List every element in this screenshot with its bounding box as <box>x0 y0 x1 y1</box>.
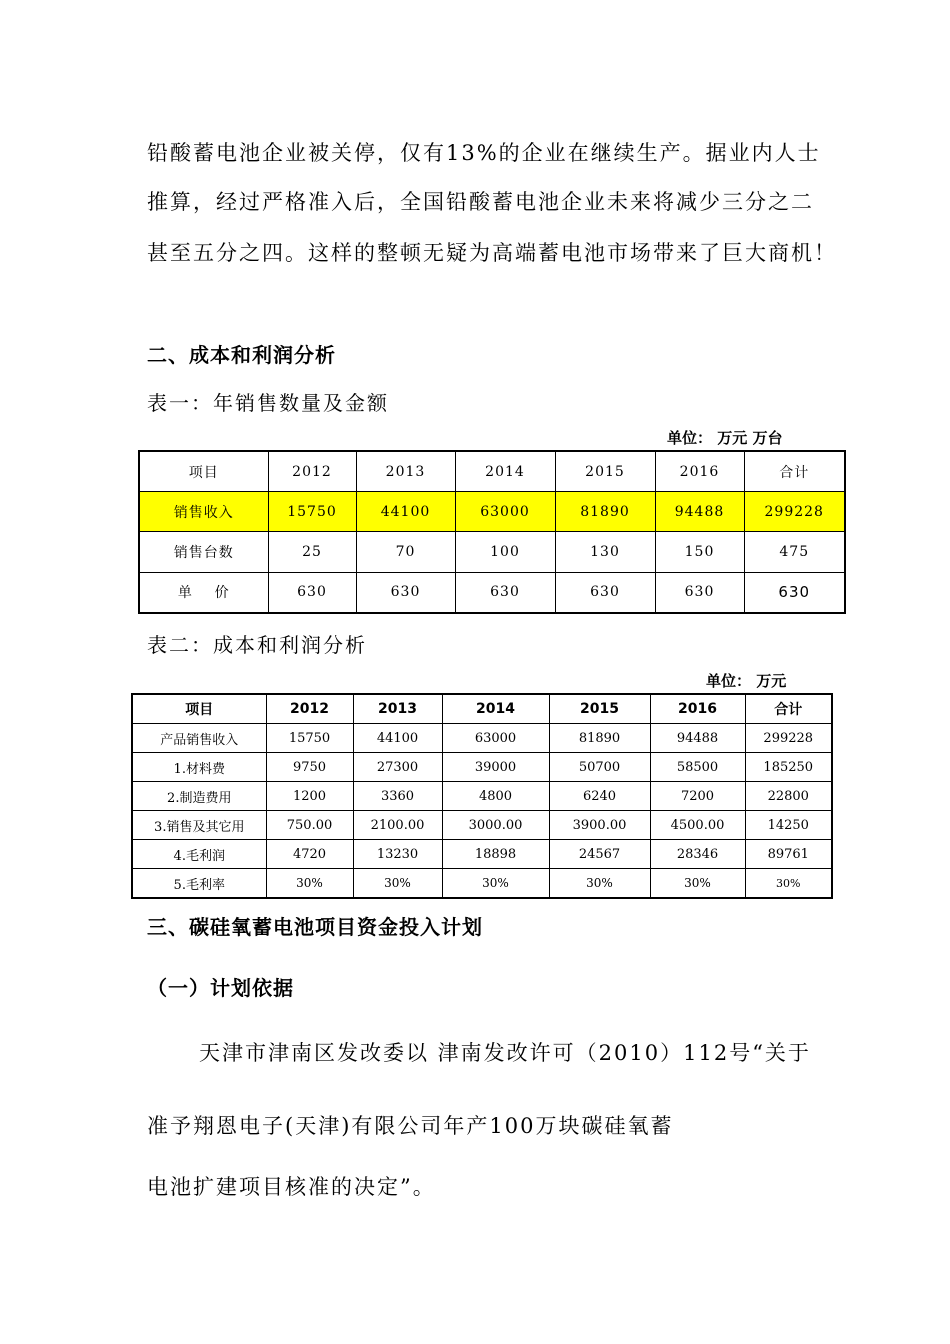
table-cell: 630 <box>455 572 555 613</box>
table-cell: 7200 <box>650 782 745 811</box>
table-cell: 13230 <box>353 840 442 869</box>
basis-line-2: 准予翔恩电子(天津)有限公司年产100万块碳硅氧蓄 <box>147 1114 674 1138</box>
table-cell: 单 价 <box>139 572 268 613</box>
table-cell: 27300 <box>353 753 442 782</box>
table-cell: 5.毛利率 <box>132 869 266 899</box>
table-cell: 3360 <box>353 782 442 811</box>
table-cell: 4800 <box>442 782 549 811</box>
table-header-cell: 合计 <box>745 694 832 724</box>
table-header-row <box>139 451 845 492</box>
table-header-cell: 2016 <box>650 694 745 724</box>
table-cell: 4.毛利润 <box>132 840 266 869</box>
table-row <box>132 753 832 782</box>
table-header-cell: 项目 <box>139 451 268 492</box>
table-cell: 630 <box>744 572 845 613</box>
table-cell: 81890 <box>555 492 655 532</box>
table-header-cell: 2012 <box>268 451 356 492</box>
table-1-caption: 表一：年销售数量及金额 <box>147 391 389 415</box>
table-row <box>132 782 832 811</box>
table-header-cell: 项目 <box>132 694 266 724</box>
table-cell: 70 <box>356 532 455 572</box>
table-cell: 30% <box>353 869 442 899</box>
table-cell: 4500.00 <box>650 811 745 840</box>
table-cell: 130 <box>555 532 655 572</box>
table-cell: 39000 <box>442 753 549 782</box>
intro-line-3: 甚至五分之四。这样的整顿无疑为高端蓄电池市场带来了巨大商机！ <box>147 241 837 265</box>
table-cell: 30% <box>266 869 353 899</box>
table-cell: 6240 <box>549 782 650 811</box>
table-row <box>132 811 832 840</box>
table-header-cell: 2014 <box>442 694 549 724</box>
table-cell: 81890 <box>549 724 650 753</box>
table-row-sales-revenue <box>139 492 845 532</box>
table-2-unit: 单位： 万元 <box>706 672 787 690</box>
table-cell: 30% <box>650 869 745 899</box>
table-cell: 630 <box>555 572 655 613</box>
cost-profit-table <box>131 693 833 899</box>
table-cell: 1200 <box>266 782 353 811</box>
table-cell: 44100 <box>356 492 455 532</box>
table-2-caption: 表二：成本和利润分析 <box>147 633 367 657</box>
table-cell: 94488 <box>655 492 744 532</box>
table-cell: 2100.00 <box>353 811 442 840</box>
table-cell: 9750 <box>266 753 353 782</box>
table-cell: 100 <box>455 532 555 572</box>
table-row <box>132 840 832 869</box>
section-2-heading: 二、成本和利润分析 <box>147 343 336 367</box>
table-cell: 750.00 <box>266 811 353 840</box>
table-cell: 22800 <box>745 782 832 811</box>
table-cell: 63000 <box>442 724 549 753</box>
table-header-row <box>132 694 832 724</box>
section-3-heading: 三、碳硅氧蓄电池项目资金投入计划 <box>147 915 483 939</box>
table-cell: 30% <box>549 869 650 899</box>
table-header-cell: 2013 <box>353 694 442 724</box>
table-row-sales-units <box>139 532 845 572</box>
table-cell: 25 <box>268 532 356 572</box>
table-cell: 销售台数 <box>139 532 268 572</box>
table-cell: 89761 <box>745 840 832 869</box>
table-cell: 1.材料费 <box>132 753 266 782</box>
table-cell: 2.制造费用 <box>132 782 266 811</box>
table-cell: 4720 <box>266 840 353 869</box>
table-cell: 475 <box>744 532 845 572</box>
table-header-cell: 2015 <box>549 694 650 724</box>
table-cell: 3.销售及其它用 <box>132 811 266 840</box>
table-cell: 销售收入 <box>139 492 268 532</box>
table-row-unit-price <box>139 572 845 613</box>
table-header-cell: 2013 <box>356 451 455 492</box>
table-header-cell: 2015 <box>555 451 655 492</box>
table-cell: 30% <box>745 869 832 899</box>
table-cell: 630 <box>655 572 744 613</box>
table-cell: 28346 <box>650 840 745 869</box>
table-row <box>132 869 832 899</box>
table-cell: 30% <box>442 869 549 899</box>
sales-volume-table <box>138 450 846 614</box>
table-header-cell: 2012 <box>266 694 353 724</box>
table-header-cell: 2016 <box>655 451 744 492</box>
table-cell: 299228 <box>745 724 832 753</box>
table-cell: 58500 <box>650 753 745 782</box>
table-cell: 3000.00 <box>442 811 549 840</box>
basis-line-3: 电池扩建项目核准的决定”。 <box>147 1175 436 1199</box>
table-header-cell: 2014 <box>455 451 555 492</box>
table-cell: 630 <box>268 572 356 613</box>
table-cell: 185250 <box>745 753 832 782</box>
table-row <box>132 724 832 753</box>
intro-line-2: 推算，经过严格准入后，全国铅酸蓄电池企业未来将减少三分之二 <box>147 190 814 214</box>
table-cell: 15750 <box>266 724 353 753</box>
table-cell: 63000 <box>455 492 555 532</box>
intro-line-1: 铅酸蓄电池企业被关停，仅有13%的企业在继续生产。据业内人士 <box>147 141 821 165</box>
basis-line-1: 天津市津南区发改委以 津南发改许可（2010）112号“关于 <box>199 1041 811 1065</box>
table-cell: 18898 <box>442 840 549 869</box>
table-cell: 94488 <box>650 724 745 753</box>
table-cell: 15750 <box>268 492 356 532</box>
table-cell: 150 <box>655 532 744 572</box>
table-cell: 产品销售收入 <box>132 724 266 753</box>
table-cell: 50700 <box>549 753 650 782</box>
subsection-1-heading: （一）计划依据 <box>147 976 294 1000</box>
table-header-cell: 合计 <box>744 451 845 492</box>
table-1-unit: 单位： 万元 万台 <box>667 429 783 447</box>
table-cell: 44100 <box>353 724 442 753</box>
table-cell: 630 <box>356 572 455 613</box>
table-cell: 24567 <box>549 840 650 869</box>
table-cell: 299228 <box>744 492 845 532</box>
table-cell: 14250 <box>745 811 832 840</box>
table-cell: 3900.00 <box>549 811 650 840</box>
